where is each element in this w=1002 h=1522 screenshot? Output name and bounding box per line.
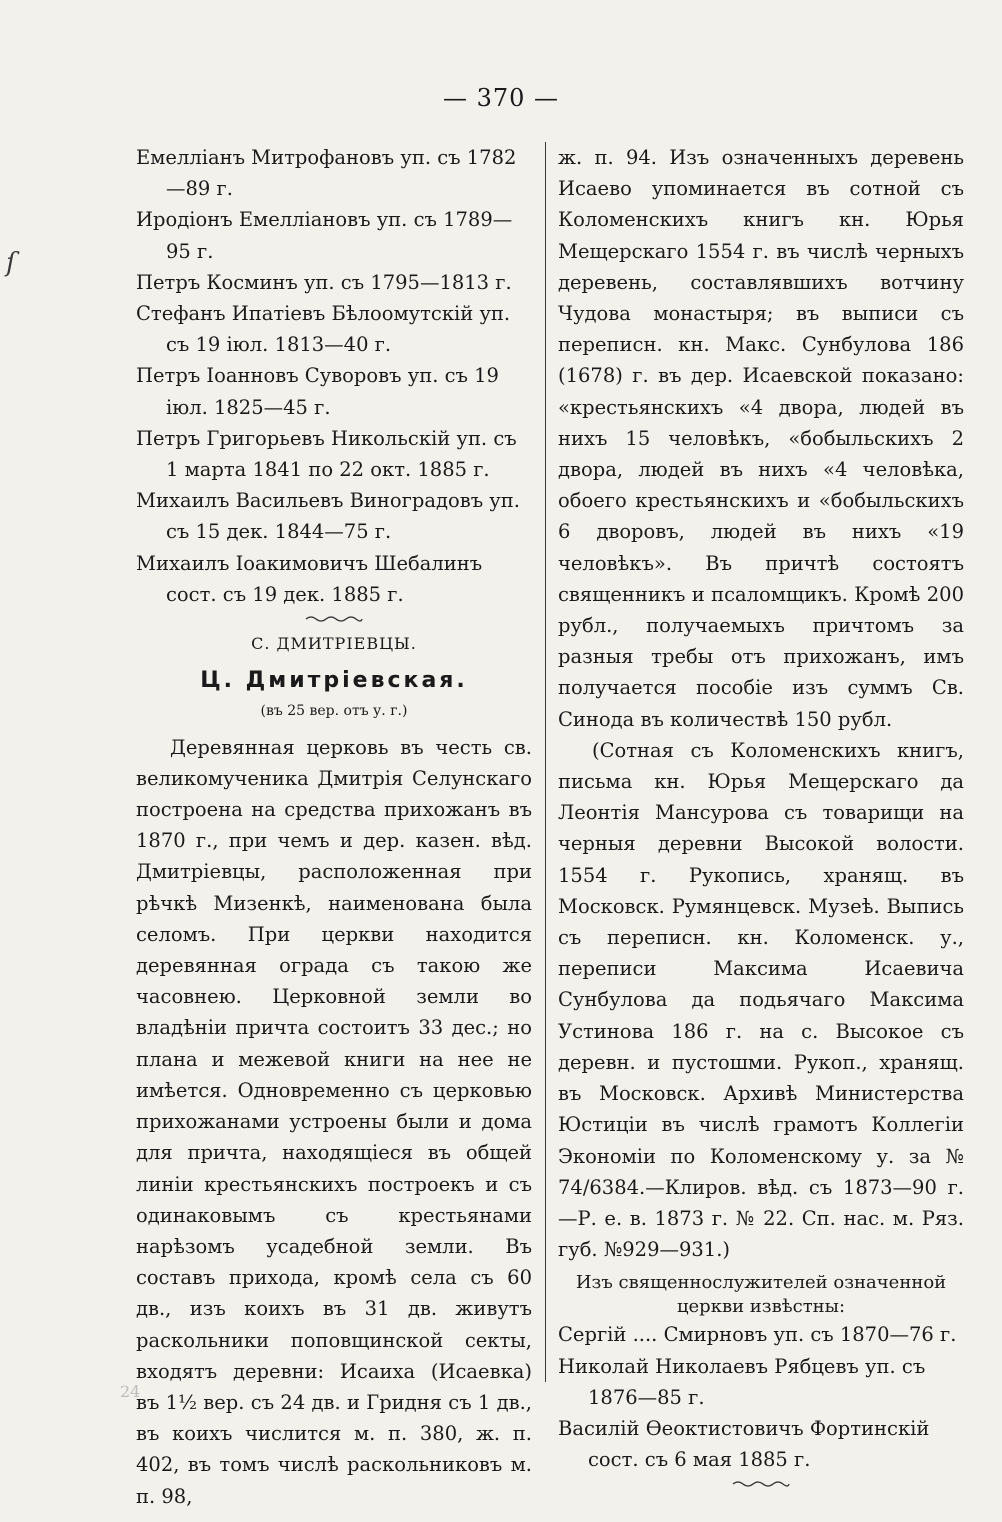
church-description: Деревянная церковь въ честь св. великомученика Дмитрія Селунскаго построена на средства прихожанъ въ 1870 г., при чемъ и дер. казен. вѣд. Дмитріевцы, расположенная при рѣчкѣ Мизенкѣ, наименована была селомъ. При церкви находится деревянная ограда съ такою же часовнею. Церковной земли во владѣніи причта состоитъ 33 дес.; но плана и межевой книги на нее не имѣется. Одновременно съ церковью прихожанами устроены были и дома для причта, находящіеся въ общей линіи крестьянскихъ построекъ и съ одинаковымъ съ крестьянами нарѣзомъ усадебной земли. Въ составъ прихода, кромѣ села съ 60 дв., изъ коихъ въ 31 дв. живутъ раскольники поповщинской секты, входятъ деревни: Исаиха (Исаевка) въ 1½ вер. съ 24 дв. и Гридня съ 1 дв., въ коихъ числится м. п. 380, ж. п. 402, въ томъ числѣ раскольниковъ м. п. 98, [136, 735, 532, 1508]
end-ornament [731, 1479, 791, 1489]
parish-description: ж. п. 94. Изъ означенныхъ деревень Исаево упоминается въ сотной съ Коломенскихъ книгъ кн. Юрья Мещерскаго 1554 г. въ числѣ черныхъ деревень, составлявшихъ вотчину Чудова монастыря; въ выписи съ переписн. кн. Макс. Сунбулова 186 (1678) г. въ дер. Исаевской показано: «крестьянскихъ «4 двора, людей въ нихъ 15 человѣкъ, «бобыльскихъ 2 двора, людей въ нихъ «4 человѣка, обоего крестьянскихъ и «бобыльскихъ 6 дворовъ, людей въ нихъ «19 человѣкъ». Въ причтѣ состоятъ священникъ и псаломщикъ. Кромѣ 200 рубл., получаемыхъ причтомъ за разныя требы отъ прихожанъ, имъ получается пособіе изъ суммъ Св. Синода въ количествѣ 150 рубл. [558, 146, 964, 731]
page-number: — 370 — [442, 84, 560, 112]
clergy-entry: Сергій .... Смирновъ уп. съ 1870—76 г. [558, 1323, 957, 1347]
section-divider-ornament [304, 614, 364, 624]
clergy-entry: Николай Николаевъ Рябцевъ уп. съ 1876—85 г. [558, 1354, 926, 1409]
left-column [136, 142, 532, 1512]
distance-note: (въ 25 вер. отъ у. г.) [260, 703, 408, 720]
clergy-entry: Емелліанъ Митрофановъ уп. съ 1782—89 г. [136, 146, 517, 201]
sources-paragraph: (Сотная съ Коломенскихъ книгъ, письма кн. Юрья Мещерскаго да Леонтія Мансурова съ товарищи на черныя деревни Высокой волости. 1554 г. Рукопись, хранящ. въ Московск. Румянцевск. Музеѣ. Выпись съ переписн. кн. Коломенск. у., переписи Максима Исаевича Сунбулова да подьячаго Максима Устинова 186 г. на с. Высокое съ деревн. и пустошми. Рукоп., хранящ. въ Московск. Архивѣ Министерства Юстиціи въ числѣ грамотъ Коллегіи Экономіи по Коломенскому у. за № 74/6384.—Клиров. вѣд. съ 1873—90 г.—Р. е. в. 1873 г. № 22. Сп. нас. м. Ряз. губ. №929—931.) [558, 738, 964, 1262]
clergy-entry: Петръ Іоанновъ Суворовъ уп. съ 19 іюл. 1825—45 г. [136, 364, 499, 419]
clergy-entry: Михаилъ Іоакимовичъ Шебалинъ сост. съ 19 дек. 1885 г. [136, 551, 483, 606]
clergy-entry: Петръ Григорьевъ Никольскій уп. съ 1 марта 1841 по 22 окт. 1885 г. [136, 426, 517, 482]
clergy-entry: Василій Ѳеоктистовичъ Фортинскій сост. съ 6 мая 1885 г. [558, 1416, 930, 1472]
column-divider [545, 142, 546, 1382]
right-column [558, 142, 964, 1493]
corner-mark: 24 [120, 1382, 141, 1401]
clergy-entry: Петръ Косминъ уп. съ 1795—1813 г. [136, 270, 512, 294]
clergy-heading: Изъ священнослужителей означенной церкви извѣстны: [575, 1272, 947, 1318]
clergy-entry: Михаилъ Васильевъ Виноградовъ уп. съ 15 дек. 1844—75 г. [136, 489, 520, 544]
clergy-entry: Иродіонъ Емелліановъ уп. съ 1789—95 г. [136, 208, 513, 263]
village-heading: С. ДМИТРІЕВЦЫ. [251, 634, 417, 654]
margin-mark: ſ [6, 248, 16, 278]
clergy-entry: Стефанъ Ипатіевъ Бѣлоомутскій уп. съ 19 іюл. 1813—40 г. [136, 302, 511, 357]
church-title: Ц. Дмитріевская. [200, 668, 468, 694]
